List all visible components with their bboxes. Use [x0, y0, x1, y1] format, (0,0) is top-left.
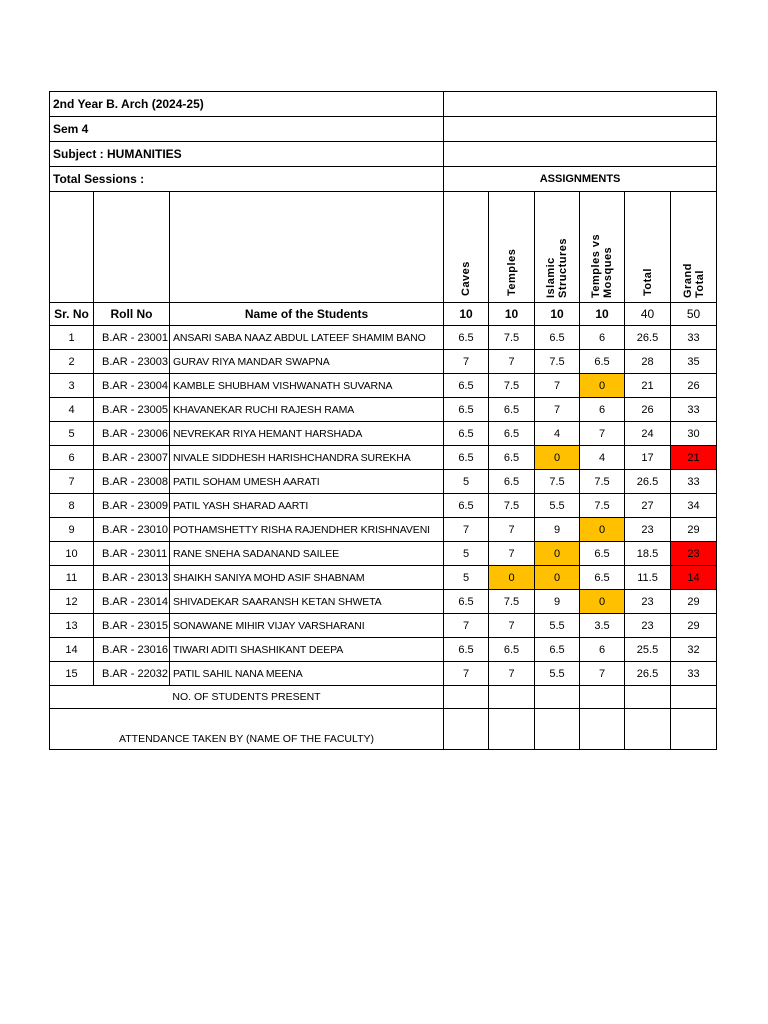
max-total: 40: [625, 303, 671, 326]
table-row: [50, 422, 717, 446]
student-name-cell[interactable]: KAMBLE SHUBHAM VISHWANATH SUVARNA: [170, 374, 444, 398]
grand-total-cell[interactable]: 30: [671, 422, 717, 446]
sr-no-cell[interactable]: 7: [50, 470, 94, 494]
islamic-mark-cell[interactable]: 0: [535, 446, 580, 470]
grand-total-cell[interactable]: 23: [671, 542, 717, 566]
student-name-cell[interactable]: ANSARI SABA NAAZ ABDUL LATEEF SHAMIM BANO: [170, 326, 444, 350]
attendance-cell[interactable]: [625, 709, 671, 750]
col-tvm-header: [580, 192, 625, 303]
tvm-mark-cell[interactable]: 6.5: [580, 350, 625, 374]
islamic-mark-cell[interactable]: 7: [535, 374, 580, 398]
attendance-cell[interactable]: [535, 709, 580, 750]
col-caves-header: [444, 192, 489, 303]
roll-no-cell[interactable]: B.AR - 23009: [94, 494, 170, 518]
roll-no-cell[interactable]: B.AR - 23015: [94, 614, 170, 638]
grand-total-cell[interactable]: 34: [671, 494, 717, 518]
attendance-cell[interactable]: [444, 709, 489, 750]
total-mark-cell[interactable]: 17: [625, 446, 671, 470]
table-row: [50, 350, 717, 374]
temples-mark-cell[interactable]: 7: [489, 614, 535, 638]
caves-mark-cell[interactable]: 5: [444, 542, 489, 566]
attendance-cell[interactable]: [489, 709, 535, 750]
total-mark-cell[interactable]: 28: [625, 350, 671, 374]
table-row: [50, 470, 717, 494]
header-blank-1: [444, 92, 717, 117]
temples-mark-cell[interactable]: 7.5: [489, 374, 535, 398]
grand-total-cell[interactable]: 33: [671, 662, 717, 686]
temples-label: Temples: [505, 248, 518, 296]
table-row: [50, 398, 717, 422]
tvm-mark-cell[interactable]: 3.5: [580, 614, 625, 638]
roll-no-cell[interactable]: B.AR - 23008: [94, 470, 170, 494]
temples-mark-cell[interactable]: 7: [489, 662, 535, 686]
tvm-label-2: Mosques: [602, 246, 615, 298]
temples-mark-cell[interactable]: 6.5: [489, 398, 535, 422]
islamic-mark-cell[interactable]: 0: [535, 566, 580, 590]
islamic-mark-cell[interactable]: 9: [535, 518, 580, 542]
temples-mark-cell[interactable]: 7.5: [489, 326, 535, 350]
roll-no-cell[interactable]: B.AR - 23010: [94, 518, 170, 542]
tvm-mark-cell[interactable]: 6.5: [580, 542, 625, 566]
grand-total-cell[interactable]: 32: [671, 638, 717, 662]
max-grand: 50: [671, 303, 717, 326]
max-caves: 10: [444, 303, 489, 326]
tvm-mark-cell[interactable]: 7.5: [580, 494, 625, 518]
sr-no-cell[interactable]: 2: [50, 350, 94, 374]
caves-mark-cell[interactable]: 6.5: [444, 494, 489, 518]
caves-mark-cell[interactable]: 7: [444, 662, 489, 686]
grand-total-cell[interactable]: 35: [671, 350, 717, 374]
total-mark-cell[interactable]: 23: [625, 614, 671, 638]
total-mark-cell[interactable]: 26.5: [625, 326, 671, 350]
table-row: [50, 374, 717, 398]
islamic-label-1: Islamic: [545, 257, 558, 298]
grand-total-cell[interactable]: 29: [671, 614, 717, 638]
islamic-label-2: Structures: [557, 237, 570, 298]
temples-mark-cell[interactable]: 6.5: [489, 470, 535, 494]
student-name-cell[interactable]: POTHAMSHETTY RISHA RAJENDHER KRISHNAVENI: [170, 518, 444, 542]
students-present-label: NO. OF STUDENTS PRESENT: [50, 686, 444, 709]
attendance-cell[interactable]: [671, 709, 717, 750]
caves-label: Caves: [460, 261, 473, 296]
sr-no-cell[interactable]: 9: [50, 518, 94, 542]
col-temples-header: [489, 192, 535, 303]
roll-no-cell[interactable]: B.AR - 23016: [94, 638, 170, 662]
sr-no-cell[interactable]: 4: [50, 398, 94, 422]
attendance-cell[interactable]: [580, 709, 625, 750]
tvm-mark-cell[interactable]: 6: [580, 398, 625, 422]
temples-mark-cell[interactable]: 7: [489, 350, 535, 374]
caves-mark-cell[interactable]: 5: [444, 470, 489, 494]
max-islamic: 10: [535, 303, 580, 326]
student-name-cell[interactable]: PATIL SAHIL NANA MEENA: [170, 662, 444, 686]
tvm-mark-cell[interactable]: 6: [580, 638, 625, 662]
caves-mark-cell[interactable]: 6.5: [444, 326, 489, 350]
total-mark-cell[interactable]: 21: [625, 374, 671, 398]
islamic-mark-cell[interactable]: 6.5: [535, 326, 580, 350]
roll-no-cell[interactable]: B.AR - 23011: [94, 542, 170, 566]
student-name-cell[interactable]: RANE SNEHA SADANAND SAILEE: [170, 542, 444, 566]
table-row: [50, 326, 717, 350]
roll-no-cell[interactable]: B.AR - 23003: [94, 350, 170, 374]
student-name-cell[interactable]: PATIL YASH SHARAD AARTI: [170, 494, 444, 518]
islamic-mark-cell[interactable]: 5.5: [535, 614, 580, 638]
total-mark-cell[interactable]: 18.5: [625, 542, 671, 566]
tvm-mark-cell[interactable]: 7: [580, 662, 625, 686]
sr-no-cell[interactable]: 15: [50, 662, 94, 686]
total-mark-cell[interactable]: 25.5: [625, 638, 671, 662]
tvm-mark-cell[interactable]: 4: [580, 446, 625, 470]
total-mark-cell[interactable]: 23: [625, 590, 671, 614]
tvm-label-1: Temples vs: [590, 233, 603, 298]
total-mark-cell[interactable]: 26: [625, 398, 671, 422]
temples-mark-cell[interactable]: 7: [489, 542, 535, 566]
student-name-cell[interactable]: TIWARI ADITI SHASHIKANT DEEPA: [170, 638, 444, 662]
islamic-mark-cell[interactable]: 7: [535, 398, 580, 422]
grand-label-2: Total: [693, 270, 706, 298]
col-islamic-header: [535, 192, 580, 303]
attendance-label: ATTENDANCE TAKEN BY (NAME OF THE FACULTY): [50, 709, 444, 750]
roll-no-cell[interactable]: B.AR - 23005: [94, 398, 170, 422]
roll-no-cell[interactable]: B.AR - 23001: [94, 326, 170, 350]
table-row: [50, 566, 717, 590]
present-cell[interactable]: [625, 686, 671, 709]
sr-no-cell[interactable]: 13: [50, 614, 94, 638]
sr-no-header: Sr. No: [50, 303, 94, 326]
caves-mark-cell[interactable]: 7: [444, 518, 489, 542]
tvm-mark-cell[interactable]: 7: [580, 422, 625, 446]
islamic-mark-cell[interactable]: 5.5: [535, 494, 580, 518]
student-name-cell[interactable]: NEVREKAR RIYA HEMANT HARSHADA: [170, 422, 444, 446]
roll-no-cell[interactable]: B.AR - 23004: [94, 374, 170, 398]
header-blank-3: [444, 142, 717, 167]
student-name-cell[interactable]: SHAIKH SANIYA MOHD ASIF SHABNAM: [170, 566, 444, 590]
student-name-cell[interactable]: KHAVANEKAR RUCHI RAJESH RAMA: [170, 398, 444, 422]
temples-mark-cell[interactable]: 6.5: [489, 638, 535, 662]
tvm-mark-cell[interactable]: 0: [580, 518, 625, 542]
table-row: [50, 518, 717, 542]
max-tvm: 10: [580, 303, 625, 326]
sr-no-cell[interactable]: 6: [50, 446, 94, 470]
caves-mark-cell[interactable]: 7: [444, 614, 489, 638]
student-name-cell[interactable]: SHIVADEKAR SAARANSH KETAN SHWETA: [170, 590, 444, 614]
present-cell[interactable]: [489, 686, 535, 709]
table-row: [50, 662, 717, 686]
roll-no-header: Roll No: [94, 303, 170, 326]
sr-no-cell[interactable]: 1: [50, 326, 94, 350]
sr-no-cell[interactable]: 8: [50, 494, 94, 518]
sr-no-cell[interactable]: 12: [50, 590, 94, 614]
tvm-mark-cell[interactable]: 0: [580, 590, 625, 614]
student-name-cell[interactable]: GURAV RIYA MANDAR SWAPNA: [170, 350, 444, 374]
total-label: Total: [641, 268, 654, 296]
temples-mark-cell[interactable]: 6.5: [489, 422, 535, 446]
tvm-mark-cell[interactable]: 6.5: [580, 566, 625, 590]
caves-mark-cell[interactable]: 6.5: [444, 398, 489, 422]
temples-mark-cell[interactable]: 7: [489, 518, 535, 542]
marks-sheet: [49, 91, 717, 750]
islamic-mark-cell[interactable]: 7.5: [535, 470, 580, 494]
caves-mark-cell[interactable]: 6.5: [444, 422, 489, 446]
caves-mark-cell[interactable]: 5: [444, 566, 489, 590]
caves-mark-cell[interactable]: 7: [444, 350, 489, 374]
grand-total-cell[interactable]: 26: [671, 374, 717, 398]
grand-label-1: Grand: [681, 263, 694, 298]
caves-mark-cell[interactable]: 6.5: [444, 590, 489, 614]
table-row: [50, 542, 717, 566]
col-total-header: [625, 192, 671, 303]
roll-no-cell[interactable]: B.AR - 23014: [94, 590, 170, 614]
caves-mark-cell[interactable]: 6.5: [444, 638, 489, 662]
roll-no-cell[interactable]: B.AR - 23007: [94, 446, 170, 470]
grand-total-cell[interactable]: 33: [671, 398, 717, 422]
present-cell[interactable]: [671, 686, 717, 709]
roll-no-cell[interactable]: B.AR - 23013: [94, 566, 170, 590]
assignments-header: ASSIGNMENTS: [444, 167, 717, 192]
islamic-mark-cell[interactable]: 6.5: [535, 638, 580, 662]
table-row: [50, 614, 717, 638]
student-name-cell[interactable]: NIVALE SIDDHESH HARISHCHANDRA SUREKHA: [170, 446, 444, 470]
semester-title: Sem 4: [50, 117, 444, 142]
roll-no-cell[interactable]: B.AR - 22032: [94, 662, 170, 686]
total-mark-cell[interactable]: 24: [625, 422, 671, 446]
subject-title: Subject : HUMANITIES: [50, 142, 444, 167]
islamic-mark-cell[interactable]: 0: [535, 542, 580, 566]
table-row: [50, 590, 717, 614]
col-grand-header: [671, 192, 717, 303]
temples-mark-cell[interactable]: 6.5: [489, 446, 535, 470]
grand-total-cell[interactable]: 14: [671, 566, 717, 590]
total-mark-cell[interactable]: 26.5: [625, 470, 671, 494]
class-title: 2nd Year B. Arch (2024-25): [50, 92, 444, 117]
sr-no-cell[interactable]: 5: [50, 422, 94, 446]
temples-mark-cell[interactable]: 7.5: [489, 494, 535, 518]
table-row: [50, 494, 717, 518]
sr-no-cell[interactable]: 10: [50, 542, 94, 566]
sr-no-cell[interactable]: 3: [50, 374, 94, 398]
tvm-mark-cell[interactable]: 0: [580, 374, 625, 398]
present-cell[interactable]: [580, 686, 625, 709]
header-blank-2: [444, 117, 717, 142]
tvm-mark-cell[interactable]: 6: [580, 326, 625, 350]
total-sessions-label: Total Sessions :: [50, 167, 444, 192]
islamic-mark-cell[interactable]: 9: [535, 590, 580, 614]
name-header: Name of the Students: [170, 303, 444, 326]
total-mark-cell[interactable]: 23: [625, 518, 671, 542]
islamic-mark-cell[interactable]: 7.5: [535, 350, 580, 374]
islamic-mark-cell[interactable]: 5.5: [535, 662, 580, 686]
caves-mark-cell[interactable]: 6.5: [444, 446, 489, 470]
blank-name: [170, 192, 444, 303]
tvm-mark-cell[interactable]: 7.5: [580, 470, 625, 494]
present-cell[interactable]: [444, 686, 489, 709]
roll-no-cell[interactable]: B.AR - 23006: [94, 422, 170, 446]
total-mark-cell[interactable]: 26.5: [625, 662, 671, 686]
temples-mark-cell[interactable]: 0: [489, 566, 535, 590]
student-name-cell[interactable]: SONAWANE MIHIR VIJAY VARSHARANI: [170, 614, 444, 638]
blank-roll: [94, 192, 170, 303]
grand-total-cell[interactable]: 33: [671, 326, 717, 350]
grand-total-cell[interactable]: 29: [671, 590, 717, 614]
student-rows: [50, 326, 717, 686]
caves-mark-cell[interactable]: 6.5: [444, 374, 489, 398]
total-mark-cell[interactable]: 27: [625, 494, 671, 518]
student-name-cell[interactable]: PATIL SOHAM UMESH AARATI: [170, 470, 444, 494]
total-mark-cell[interactable]: 11.5: [625, 566, 671, 590]
sr-no-cell[interactable]: 11: [50, 566, 94, 590]
blank-sr: [50, 192, 94, 303]
sr-no-cell[interactable]: 14: [50, 638, 94, 662]
present-cell[interactable]: [535, 686, 580, 709]
temples-mark-cell[interactable]: 7.5: [489, 590, 535, 614]
table-row: [50, 446, 717, 470]
grand-total-cell[interactable]: 29: [671, 518, 717, 542]
grand-total-cell[interactable]: 21: [671, 446, 717, 470]
table-row: [50, 638, 717, 662]
max-temples: 10: [489, 303, 535, 326]
islamic-mark-cell[interactable]: 4: [535, 422, 580, 446]
grand-total-cell[interactable]: 33: [671, 470, 717, 494]
